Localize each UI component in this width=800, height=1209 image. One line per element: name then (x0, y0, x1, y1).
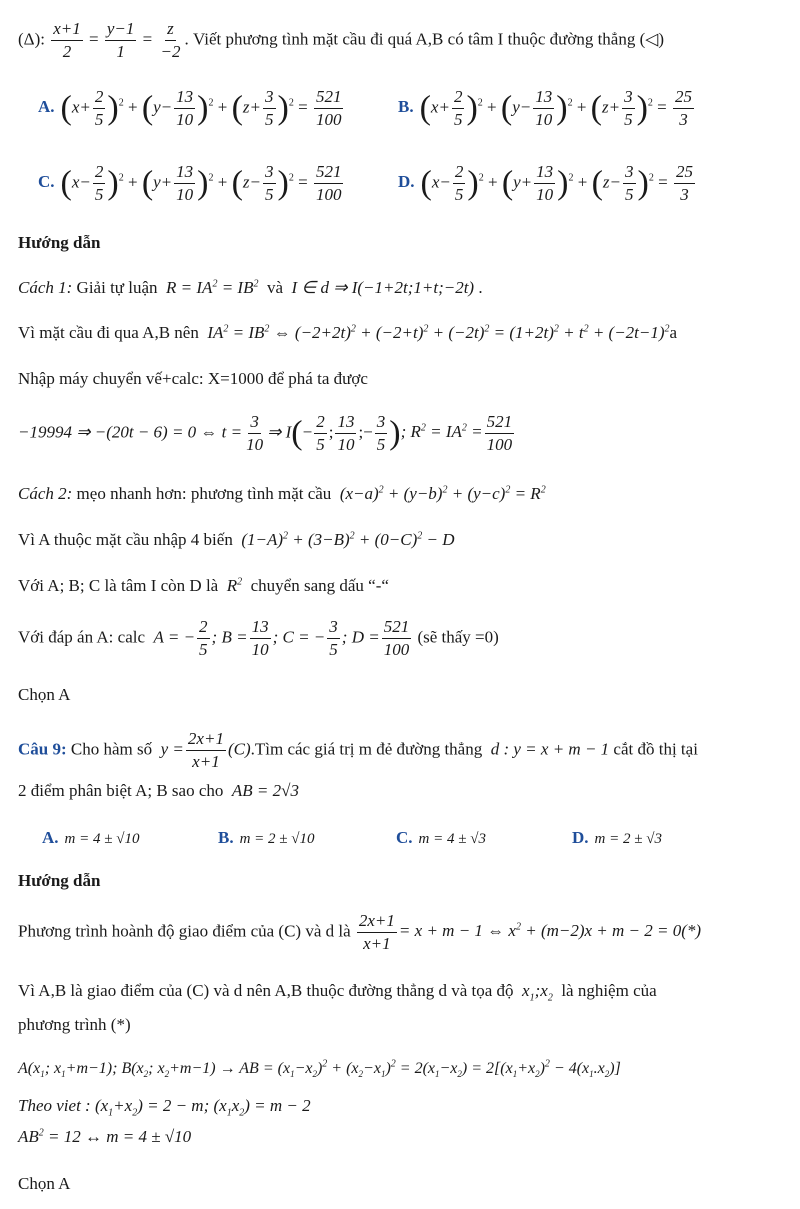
calc-line: Nhập máy chuyển vế+calc: X=1000 để phá ta được (18, 369, 368, 388)
q9-line2: 2 điểm phân biệt A; B sao cho AB = 2√3 (18, 781, 299, 800)
final-eq: $AB^2 = 12$ ↔ m = 4 ± √10 (18, 1127, 192, 1146)
guide-heading-2: Hướng dẫn (18, 871, 101, 890)
root-line: Vì A,B là giao điểm của (C) và d nên A,B thuộc đường thẳng d và tọa độ $x_1;x_2$ là nghiệm của (18, 981, 657, 1004)
four-vars-line: Vì A thuộc mặt cầu nhập 4 biến $(1-A)^2 + (3-B)^2 + (0-C)^2 - D$ (18, 530, 455, 549)
q9-option-c[interactable]: C. m = 4 ± √3 (396, 828, 486, 847)
q8-option-b[interactable]: B. (x+ $\frac{2}{5}$ )$^2$ + (y− $\frac{13}{10}$ )$^2$ + (z+ $\frac{3}{5}$ )$^2$ = $\frac{25}{3}$ (398, 87, 692, 129)
q9-option-d[interactable]: D. m = 2 ± √3 (572, 828, 662, 847)
choose-answer-2: Chọn A (18, 1174, 71, 1193)
delta-prefix: (Δ): (18, 29, 45, 49)
cach1-line: Cách 1: Giải tự luận $R = IA^2 = IB^2$ và I ∈ d ⇒ I(−1+2t;1+t;−2t) . (18, 278, 483, 297)
intro-line: (Δ): $\frac{x+1}{2}$ = $\frac{y-1}{1}$ = $\frac{z}{-2}$ . Viết phương tình mặt cầu đi quá A,B có tâm I thuộc đường thẳng (◁) (18, 19, 664, 61)
intro-text: . Viết phương tình mặt cầu đi quá A,B có tâm I thuộc đường thẳng (◁) (184, 29, 664, 49)
q8-option-c[interactable]: C. (x− $\frac{2}{5}$ )$^2$ + (y+ $\frac{13}{10}$ )$^2$ + (z− $\frac{3}{5}$ )$^2$ = $\frac{521}{100}$ (38, 162, 342, 204)
q9-option-b[interactable]: B. m = 2 ± √10 (218, 828, 315, 847)
ab-formula: $A(x_1$; $x_1+m-1$); $B(x_2$; $x_2+m-1$) → AB = $(x_1-x_2)^2 + (x_2-x_1)^2 = 2(x_1-x_2) = 2[(x_1+x_2)^2 - 4(x_1.x_2)]$ (18, 1059, 621, 1080)
intersection-line: Phương trình hoành độ giao điểm của (C) và d là $\frac{2x+1}{x+1}$ = x + m − 1 ⇔ $x^2 + (m-2)x + m - 2 = 0(*)$ (18, 911, 702, 953)
cach2-line: Cách 2: mẹo nhanh hơn: phương tình mặt cầu $(x-a)^2 + (y-b)^2 + (y-c)^2 = R^2$ (18, 484, 546, 503)
q8-option-d[interactable]: D. (x− $\frac{2}{5}$ )$^2$ + (y+ $\frac{13}{10}$ )$^2$ + (z− $\frac{3}{5}$ )$^2$ = $\frac{25}{3}$ (398, 162, 693, 204)
root-line-2: phương trình (*) (18, 1015, 131, 1034)
abc-line: Với A; B; C là tâm I còn D là $R^2$ chuyển sang dấu “-“ (18, 576, 389, 595)
guide-heading: Hướng dẫn (18, 233, 101, 252)
q8-option-a[interactable]: A. (x+ $\frac{2}{5}$ )$^2$ + (y− $\frac{13}{10}$ )$^2$ + (z+ $\frac{3}{5}$ )$^2$ = $\frac{521}{100}$ (38, 87, 342, 129)
q9-line: Câu 9: Cho hàm số y = $\frac{2x+1}{x+1}$ (C).Tìm các giá trị m đẻ đường thẳng d : y = x + m − 1 cắt đồ thị tại (18, 729, 698, 771)
calc-answer-line: Với đáp án A: calc A = − $\frac{2}{5}$ ; B = $\frac{13}{10}$ ; C = − $\frac{3}{5}$ ; D = $\frac{521}{100}$ (sẽ thấy =0) (18, 617, 499, 659)
result-line: −19994 ⇒ −(20t − 6) = 0 ⇔ t = $\frac{3}{10}$ ⇒ I(− $\frac{2}{5}$ ; $\frac{13}{10}$ ;− $\frac{3}{5}$ ); $R^2 = IA^2$ = $\frac{521}{100}$ (18, 412, 513, 454)
equation-line: Vì mặt cầu đi qua A,B nên $IA^2 = IB^2$ ⇔ $(-2+2t)^2 + (-2+t)^2 + (-2t)^2 = (1+2t)^2 + t^2 + (-2t-1)^2a$ (18, 323, 678, 342)
q9-option-a[interactable]: A. m = 4 ± √10 (42, 828, 140, 847)
viet-line: Theo viet : $(x_1+x_2) = 2 - m$; $(x_1x_2) = m - 2$ (18, 1096, 311, 1119)
choose-answer-1: Chọn A (18, 685, 71, 704)
